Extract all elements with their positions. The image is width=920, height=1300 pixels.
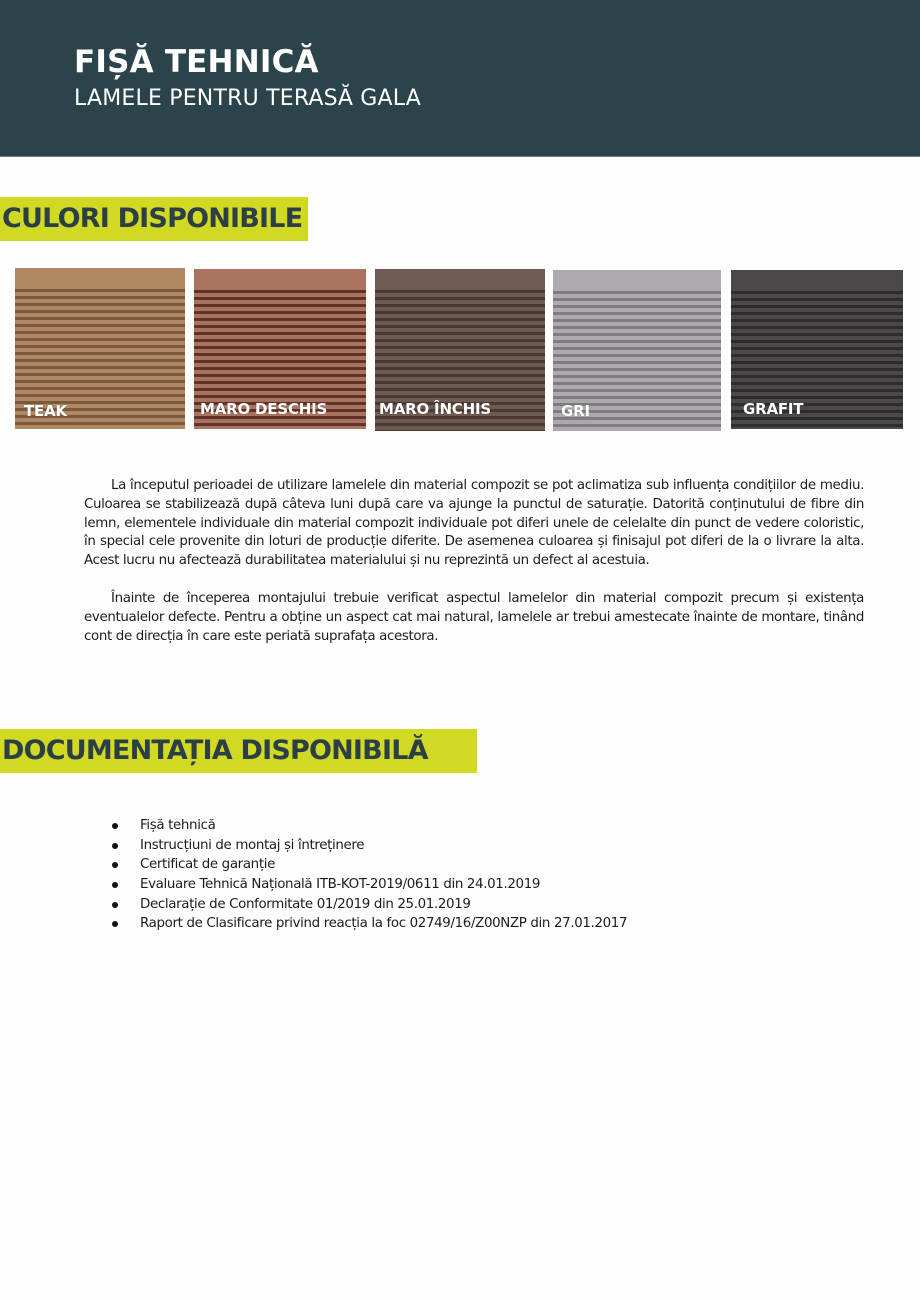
list-item-text: Raport de Clasificare privind reacția la foc 02749/16/Z00NZP din 27.01.2017 [140,916,628,932]
paragraph-text: Înainte de începerea montajului trebuie verificat aspectul lamelelor din material compozit precum și existența eventualelor defecte. Pentru a obține un aspect cat mai natural, lamelele ar trebui amestecate înainte de montare, tinând cont de direcția în care este periată suprafața acestora. [84,591,864,644]
swatch-gri [553,270,721,431]
paragraph-color-info [84,477,864,571]
list-item [108,855,627,875]
bullet-icon [112,902,118,908]
list-item-text: Instrucțiuni de montaj și întreținere [140,837,365,853]
swatch-teak [15,268,185,429]
document-title: FIȘĂ TEHNICĂ [74,44,319,80]
swatch-maro-inchis [375,269,545,431]
list-item-text: Certificat de garanție [140,857,275,873]
documentation-list [108,816,627,934]
list-item [108,816,627,836]
swatch-label: GRI [561,402,590,420]
section-heading-colors: CULORI DISPONIBILE [0,197,308,241]
list-item [108,914,627,934]
bullet-icon [112,843,118,849]
document-header [0,0,920,157]
list-item [108,836,627,856]
swatch-label: GRAFIT [743,400,804,418]
list-item-text: Declarație de Conformitate 01/2019 din 25.01.2019 [140,896,471,912]
swatch-label: TEAK [24,402,67,420]
swatch-maro-deschis [194,269,366,429]
paragraph-text: La începutul perioadei de utilizare lamelele din material compozit se pot aclimatiza sub influența condițiilor de mediu. Culoarea se stabilizează după câteva luni după care va ajunge la punctul de saturație. Datorită conținutului de fibre din lemn, elementele individuale din material compozit individuale pot diferi unele de celelalte din punct de vedere coloristic, în special cele provenite din loturi de producție diferite. De asemenea culoarea și finisajul pot diferi de la o livrare la alta. Acest lucru nu afectează durabilitatea materialului și nu reprezintă un defect al acestuia. [84,478,864,569]
swatch-label: MARO DESCHIS [200,400,328,418]
list-item [108,875,627,895]
paragraph-installation-info [84,590,864,646]
bullet-icon [112,823,118,829]
list-item-text: Evaluare Tehnică Națională ITB-KOT-2019/0611 din 24.01.2019 [140,877,541,893]
section-heading-documentation: DOCUMENTAȚIA DISPONIBILĂ [0,729,477,773]
bullet-icon [112,862,118,868]
list-item-text: Fișă tehnică [140,818,216,833]
bullet-icon [112,882,118,888]
bullet-icon [112,921,118,927]
swatch-label: MARO ÎNCHIS [379,400,491,418]
document-subtitle: LAMELE PENTRU TERASĂ GALA [74,86,421,111]
list-item [108,895,627,915]
swatch-grafit [731,270,903,429]
